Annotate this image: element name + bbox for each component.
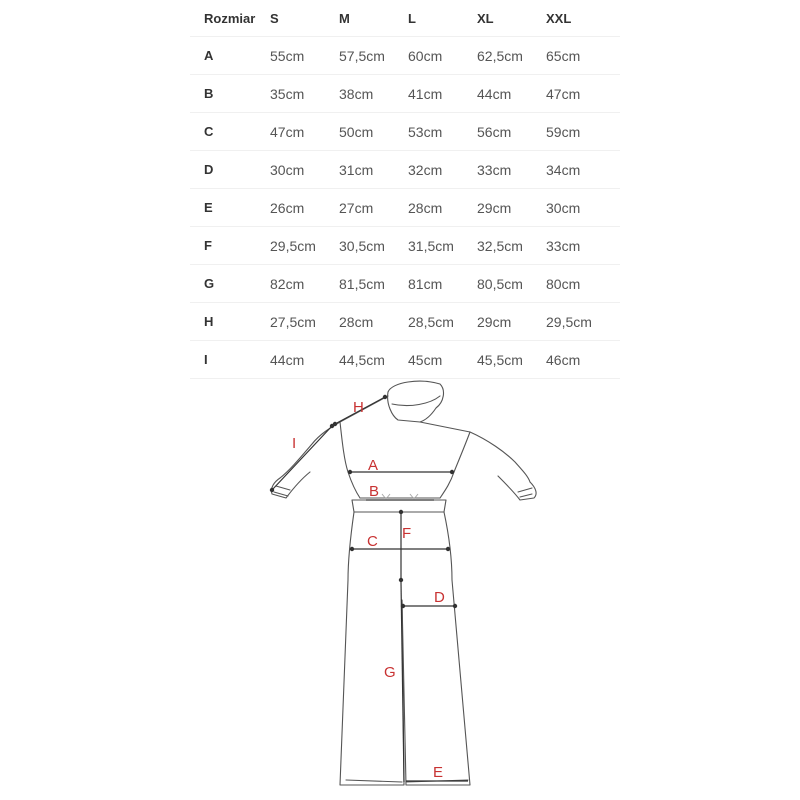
measurement-value: 44cm <box>477 75 546 113</box>
measurement-value: 38cm <box>339 75 408 113</box>
measurement-value: 50cm <box>339 113 408 151</box>
table-header-row <box>190 0 620 37</box>
measurement-value: 44cm <box>270 341 339 379</box>
measurement-value: 80cm <box>546 265 620 303</box>
measurement-value: 28cm <box>408 189 477 227</box>
label-d: D <box>434 589 445 606</box>
table-row <box>190 227 620 265</box>
measurement-value: 29cm <box>477 303 546 341</box>
measurement-value: 34cm <box>546 151 620 189</box>
label-f: F <box>402 525 412 542</box>
measurement-label: H <box>190 303 270 341</box>
label-a: A <box>368 457 379 474</box>
measurement-value: 44,5cm <box>339 341 408 379</box>
header-size-xl: XL <box>477 0 546 37</box>
measurement-value: 45,5cm <box>477 341 546 379</box>
measurement-value: 32cm <box>408 151 477 189</box>
table-row <box>190 113 620 151</box>
measurement-value: 82cm <box>270 265 339 303</box>
label-g: G <box>384 664 396 681</box>
header-size-xxl: XXL <box>546 0 620 37</box>
table-row <box>190 341 620 379</box>
measurement-value: 45cm <box>408 341 477 379</box>
measurement-label: G <box>190 265 270 303</box>
label-b: B <box>369 483 380 500</box>
measurement-value: 47cm <box>546 75 620 113</box>
measurement-value: 59cm <box>546 113 620 151</box>
label-h: H <box>353 399 364 416</box>
table-row <box>190 189 620 227</box>
measurement-value: 28,5cm <box>408 303 477 341</box>
measurement-value: 33cm <box>477 151 546 189</box>
measurement-value: 41cm <box>408 75 477 113</box>
table-row <box>190 37 620 75</box>
measurement-label: I <box>190 341 270 379</box>
measurement-value: 29,5cm <box>546 303 620 341</box>
measurement-value: 31cm <box>339 151 408 189</box>
measurement-value: 30cm <box>546 189 620 227</box>
jumpsuit-outline <box>271 381 536 785</box>
measurement-value: 65cm <box>546 37 620 75</box>
measurement-value: 57,5cm <box>339 37 408 75</box>
measurement-value: 35cm <box>270 75 339 113</box>
measurement-value: 53cm <box>408 113 477 151</box>
measurement-value: 56cm <box>477 113 546 151</box>
measurement-label: D <box>190 151 270 189</box>
label-c: C <box>367 533 378 550</box>
measurement-value: 62,5cm <box>477 37 546 75</box>
measurement-label: B <box>190 75 270 113</box>
measurement-value: 81cm <box>408 265 477 303</box>
size-chart-table <box>190 0 620 379</box>
header-size-label: Rozmiar <box>190 0 270 37</box>
header-size-l: L <box>408 0 477 37</box>
garment-measurement-diagram <box>250 375 550 795</box>
measurement-value: 27cm <box>339 189 408 227</box>
measurement-value: 27,5cm <box>270 303 339 341</box>
measurement-value: 32,5cm <box>477 227 546 265</box>
label-i: I <box>292 435 297 452</box>
measurement-value: 28cm <box>339 303 408 341</box>
measurement-value: 26cm <box>270 189 339 227</box>
measurement-value: 47cm <box>270 113 339 151</box>
measurement-value: 80,5cm <box>477 265 546 303</box>
measurement-value: 29cm <box>477 189 546 227</box>
measurement-label: E <box>190 189 270 227</box>
table-row <box>190 151 620 189</box>
measurement-value: 30cm <box>270 151 339 189</box>
measurement-label: A <box>190 37 270 75</box>
measurement-value: 33cm <box>546 227 620 265</box>
measurement-value: 81,5cm <box>339 265 408 303</box>
measurement-label: F <box>190 227 270 265</box>
measurement-value: 60cm <box>408 37 477 75</box>
header-size-s: S <box>270 0 339 37</box>
measurement-value: 29,5cm <box>270 227 339 265</box>
measurement-value: 30,5cm <box>339 227 408 265</box>
table-row <box>190 265 620 303</box>
measurement-label: C <box>190 113 270 151</box>
measurement-labels <box>292 399 445 781</box>
measurement-value: 31,5cm <box>408 227 477 265</box>
header-size-m: M <box>339 0 408 37</box>
measurement-value: 55cm <box>270 37 339 75</box>
label-e: E <box>433 764 444 781</box>
table-row <box>190 75 620 113</box>
measurement-value: 46cm <box>546 341 620 379</box>
table-row <box>190 303 620 341</box>
